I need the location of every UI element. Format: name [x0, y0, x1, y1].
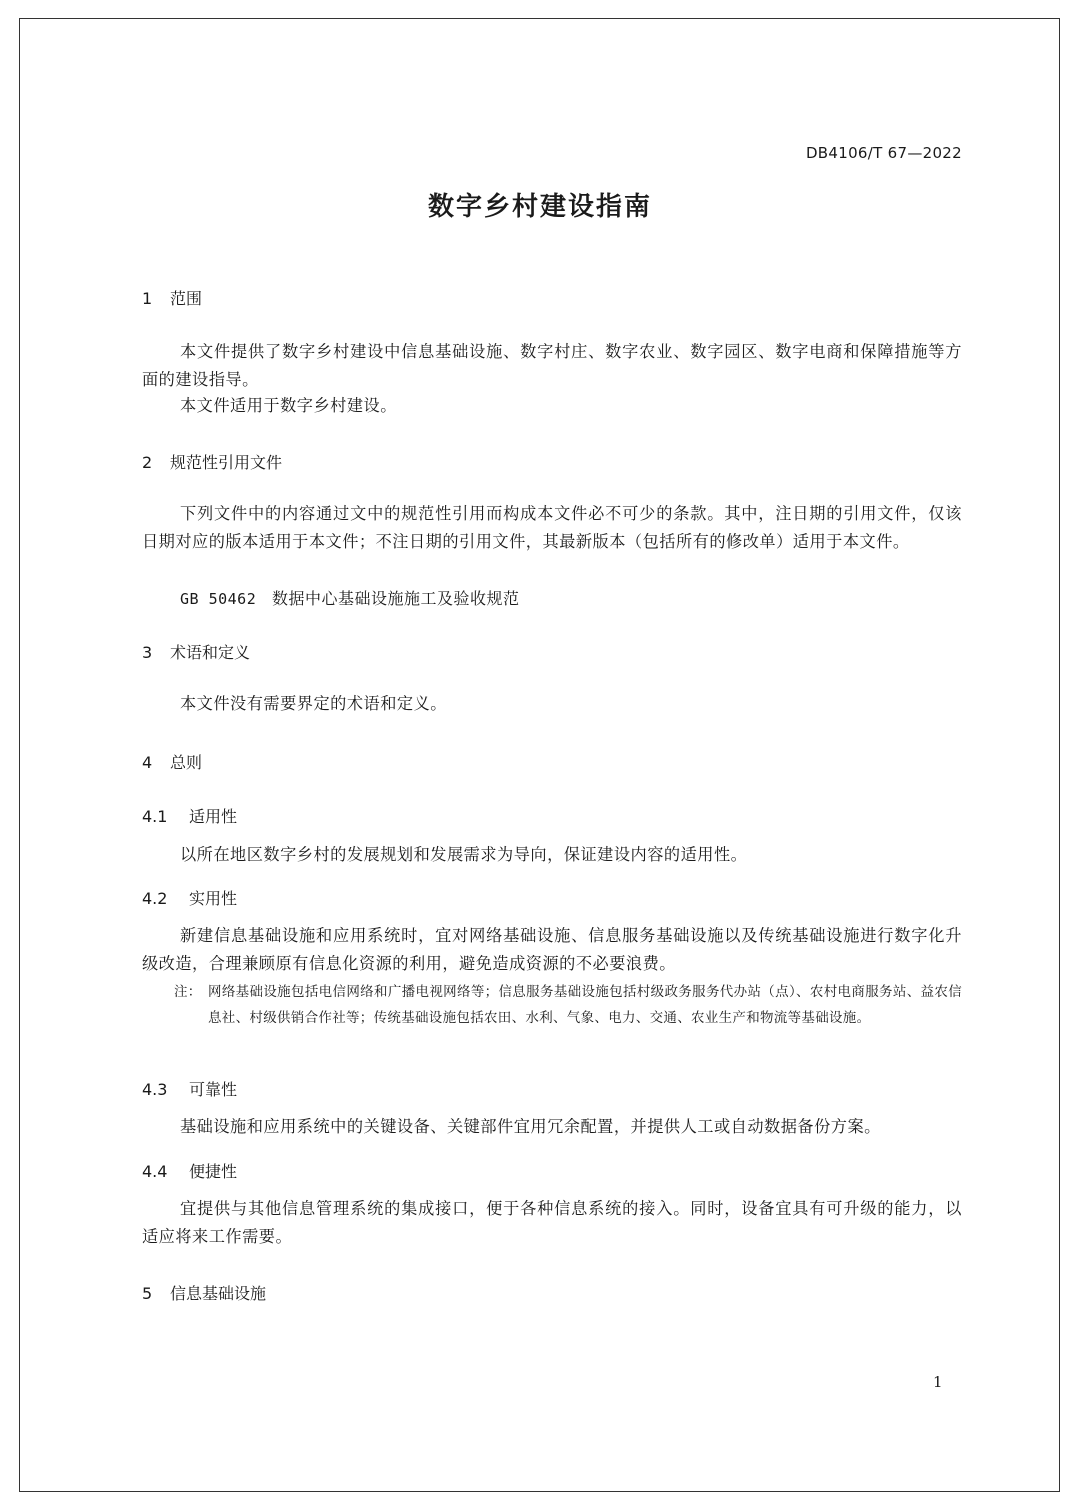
subsection-title: 实用性: [189, 889, 238, 908]
subsection-4-4-paragraph: 宜提供与其他信息管理系统的集成接口，便于各种信息系统的接入。同时，设备宜具有可升级的能力，以适应将来工作需要。: [142, 1199, 962, 1246]
subsection-number: 4.3: [142, 1080, 168, 1099]
section-4-heading: [142, 750, 202, 773]
normative-reference: [180, 586, 520, 609]
section-2-heading: [142, 450, 282, 473]
section-title: 信息基础设施: [170, 1284, 267, 1303]
section-title: 范围: [170, 289, 203, 308]
subsection-4-3-paragraph: 基础设施和应用系统中的关键设备、关键部件宜用冗余配置，并提供人工或自动数据备份方案。: [180, 1117, 881, 1136]
section-number: 4: [142, 753, 153, 772]
document-title: 数字乡村建设指南: [427, 192, 652, 222]
section-title: 术语和定义: [170, 643, 251, 662]
subsection-number: 4.4: [142, 1162, 168, 1181]
section-title: 总则: [170, 753, 203, 772]
reference-code: GB 50462: [180, 590, 257, 608]
section-5-heading: [142, 1281, 266, 1304]
section-number: 5: [142, 1284, 153, 1303]
subsection-number: 4.2: [142, 889, 168, 908]
note-text: 网络基础设施包括电信网络和广播电视网络等；信息服务基础设施包括村级政务服务代办站（点）、农村电商服务站、益农信息社、村级供销合作社等；传统基础设施包括农田、水利、气象、电力、交通、农业生产和物流等基础设施。: [208, 984, 962, 1026]
section-3-paragraph-1: 本文件没有需要界定的术语和定义。: [180, 694, 447, 713]
reference-title: 数据中心基础设施施工及验收规范: [272, 589, 520, 608]
note-label: 注：: [174, 984, 202, 1000]
subsection-4-4-heading: [142, 1159, 237, 1182]
subsection-4-1-paragraph: 以所在地区数字乡村的发展规划和发展需求为导向，保证建设内容的适用性。: [180, 845, 748, 864]
section-1-heading: [142, 286, 202, 309]
document-code: DB4106/T 67—2022: [805, 144, 962, 162]
section-1-paragraph-1: 本文件提供了数字乡村建设中信息基础设施、数字村庄、数字农业、数字园区、数字电商和保障措施等方面的建设指导。: [142, 342, 962, 389]
subsection-title: 可靠性: [189, 1080, 238, 1099]
note: [174, 979, 962, 1031]
subsection-4-2-paragraph: 新建信息基础设施和应用系统时，宜对网络基础设施、信息服务基础设施以及传统基础设施进行数字化升级改造，合理兼顾原有信息化资源的利用，避免造成资源的不必要浪费。: [142, 926, 962, 973]
page-number: 1: [933, 1373, 943, 1391]
subsection-4-3-heading: [142, 1077, 237, 1100]
subsection-number: 4.1: [142, 807, 168, 826]
section-1-paragraph-2: 本文件适用于数字乡村建设。: [180, 396, 397, 415]
subsection-4-2-heading: [142, 886, 237, 909]
subsection-4-1-heading: [142, 804, 237, 827]
subsection-title: 适用性: [189, 807, 238, 826]
subsection-title: 便捷性: [189, 1162, 238, 1181]
section-3-heading: [142, 640, 250, 663]
section-number: 3: [142, 643, 153, 662]
section-title: 规范性引用文件: [170, 453, 283, 472]
section-number: 2: [142, 453, 153, 472]
section-number: 1: [142, 289, 153, 308]
section-2-paragraph-1: 下列文件中的内容通过文中的规范性引用而构成本文件必不可少的条款。其中，注日期的引用文件，仅该日期对应的版本适用于本文件；不注日期的引用文件，其最新版本（包括所有的修改单）适用于本文件。: [142, 504, 962, 551]
